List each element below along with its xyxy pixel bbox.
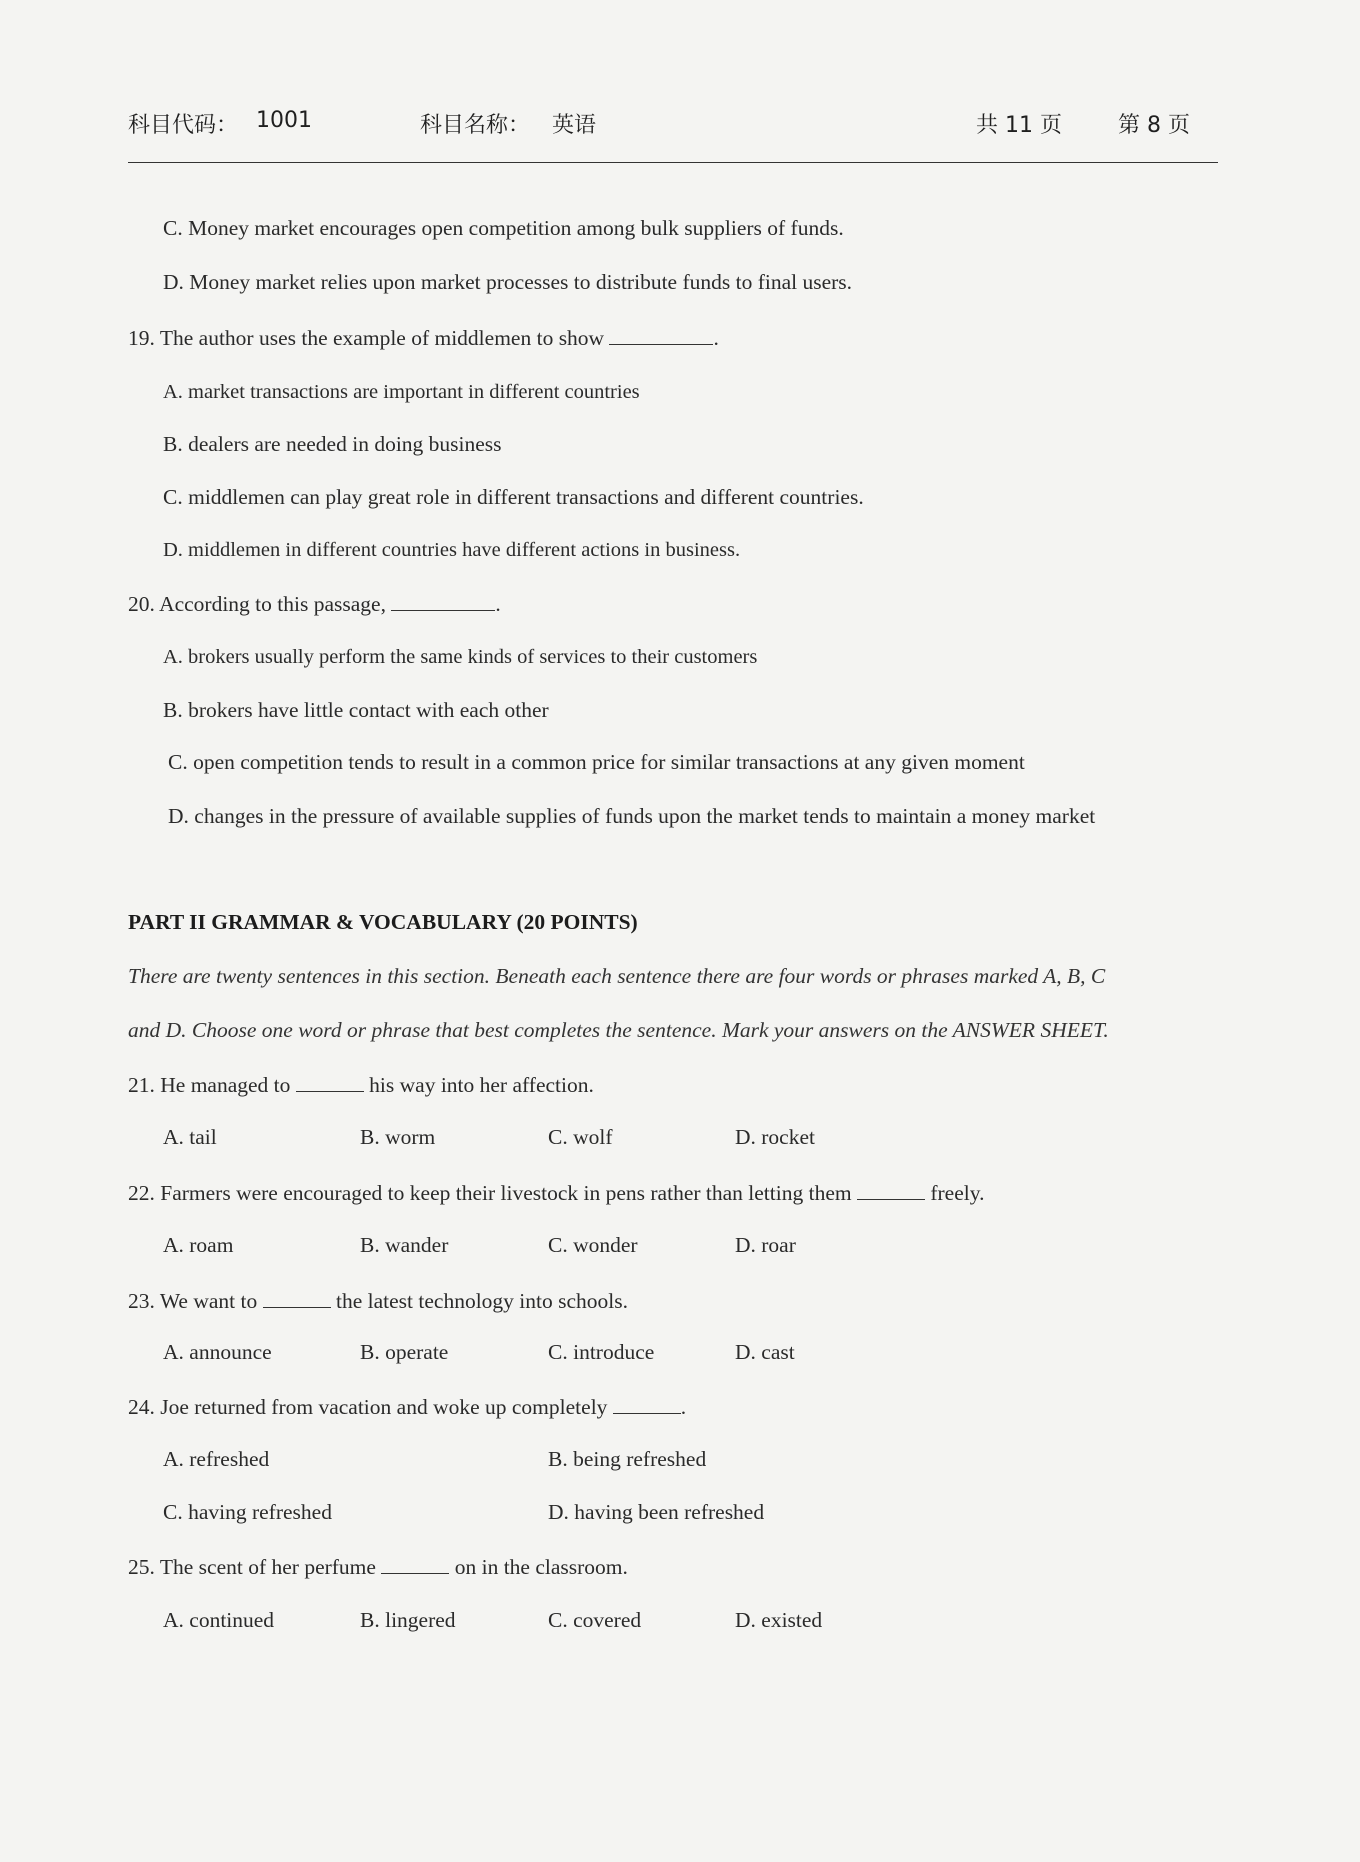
q22-stem-text: 22. Farmers were encouraged to keep their livestock in pens rather than letting them	[128, 1181, 852, 1205]
q21-option-d: D. rocket	[735, 1125, 815, 1149]
q24-option-b: B. being refreshed	[548, 1447, 707, 1471]
q21-option-c: C. wolf	[548, 1125, 613, 1149]
q19-option-c: C. middlemen can play great role in different transactions and different countries.	[163, 485, 864, 509]
q24-option-a: A. refreshed	[163, 1447, 270, 1471]
q25-option-d: D. existed	[735, 1608, 823, 1632]
header-divider	[128, 162, 1218, 163]
q22-option-b: B. wander	[360, 1233, 449, 1257]
q24-stem-end: .	[680, 1395, 687, 1419]
q24-answer-blank	[613, 1395, 681, 1414]
q19-option-d: D. middlemen in different countries have different actions in business.	[163, 539, 741, 561]
subject-code-label: 科目代码：	[128, 113, 239, 138]
q23-option-d: D. cast	[735, 1340, 795, 1364]
q24-stem	[128, 1393, 686, 1421]
q19-option-a: A. market transactions are important in different countries	[163, 381, 640, 403]
q22-stem	[128, 1179, 984, 1207]
q20-option-b: B. brokers have little contact with each other	[163, 698, 549, 722]
subject-name: 英语	[552, 113, 597, 138]
q20-stem-text: 20. According to this passage,	[128, 592, 386, 616]
q24-option-c: C. having refreshed	[163, 1500, 332, 1524]
q19-stem-text: 19. The author uses the example of middlemen to show	[128, 326, 605, 350]
q23-stem	[128, 1287, 628, 1315]
part2-instructions-line2: and D. Choose one word or phrase that best completes the sentence. Mark your answers on the ANSWER SHEET.	[128, 1018, 1109, 1042]
q25-option-c: C. covered	[548, 1608, 642, 1632]
q23-option-b: B. operate	[360, 1340, 449, 1364]
q21-option-b: B. worm	[360, 1125, 436, 1149]
page-header	[128, 108, 1218, 142]
q20-stem	[128, 590, 501, 618]
q20-stem-end: .	[495, 592, 501, 616]
q23-stem-end: the latest technology into schools.	[336, 1289, 628, 1313]
q20-option-d: D. changes in the pressure of available supplies of funds upon the market tends to maintain a money market	[168, 804, 1096, 828]
q18-option-c: C. Money market encourages open competition among bulk suppliers of funds.	[163, 216, 844, 240]
q21-answer-blank	[296, 1073, 364, 1092]
q24-stem-text: 24. Joe returned from vacation and woke up completely	[128, 1395, 608, 1419]
q19-stem	[128, 324, 719, 352]
q23-stem-text: 23. We want to	[128, 1289, 258, 1313]
current-page: 第 8 页	[1118, 113, 1190, 138]
q20-option-a: A. brokers usually perform the same kinds of services to their customers	[163, 646, 758, 668]
q20-option-c: C. open competition tends to result in a common price for similar transactions at any given moment	[168, 750, 1025, 774]
q18-option-d: D. Money market relies upon market processes to distribute funds to final users.	[163, 270, 853, 294]
q19-stem-end: .	[713, 326, 719, 350]
q22-answer-blank	[857, 1181, 925, 1200]
q21-stem-end: his way into her affection.	[369, 1073, 594, 1097]
q23-answer-blank	[263, 1289, 331, 1308]
q25-answer-blank	[381, 1555, 449, 1574]
q22-option-d: D. roar	[735, 1233, 796, 1257]
q23-option-c: C. introduce	[548, 1340, 655, 1364]
q19-answer-blank	[609, 326, 713, 345]
q24-option-d: D. having been refreshed	[548, 1500, 765, 1524]
q21-stem-text: 21. He managed to	[128, 1073, 291, 1097]
q21-option-a: A. tail	[163, 1125, 217, 1149]
q25-option-a: A. continued	[163, 1608, 275, 1632]
q22-stem-end: freely.	[930, 1181, 985, 1205]
q21-stem	[128, 1071, 594, 1099]
q25-option-b: B. lingered	[360, 1608, 456, 1632]
total-pages: 共 11 页	[976, 113, 1062, 138]
subject-code: 1001	[256, 108, 312, 133]
subject-name-label: 科目名称：	[420, 113, 531, 138]
q25-stem-end: on in the classroom.	[454, 1555, 628, 1579]
q19-option-b: B. dealers are needed in doing business	[163, 432, 502, 456]
q22-option-c: C. wonder	[548, 1233, 638, 1257]
q22-option-a: A. roam	[163, 1233, 234, 1257]
q25-stem-text: 25. The scent of her perfume	[128, 1555, 376, 1579]
part2-instructions-line1: There are twenty sentences in this section. Beneath each sentence there are four words or phrases marked A, B, C	[128, 964, 1106, 988]
part2-title: PART II GRAMMAR & VOCABULARY (20 POINTS)	[128, 910, 638, 934]
q23-option-a: A. announce	[163, 1340, 272, 1364]
q20-answer-blank	[391, 592, 495, 611]
q25-stem	[128, 1553, 628, 1581]
